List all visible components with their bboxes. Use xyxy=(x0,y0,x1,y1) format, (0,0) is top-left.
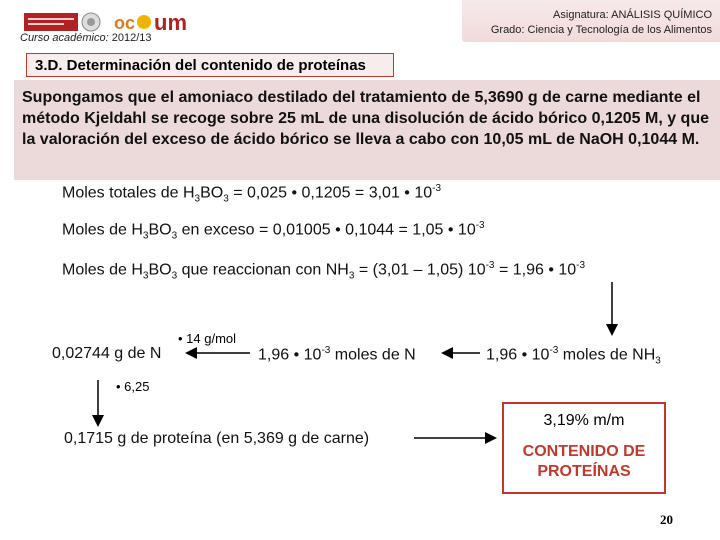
protein-percentage: 3,19% m/m xyxy=(543,412,625,429)
grams-protein: 0,1715 g de proteína (en 5,369 g de carne) xyxy=(64,430,370,447)
calc-excess-moles: Moles de $H_3BO_3$ en exceso = 0,01005 • 0,1044 = 1,05 • $10^{-3}$ xyxy=(62,220,485,242)
molar-mass-factor: • 14 g/mol xyxy=(178,331,237,346)
section-title: 3.D. Determinación del contenido de proteínas xyxy=(26,53,394,77)
degree-name: Grado: Ciencia y Tecnología de los Alimentos xyxy=(490,24,712,36)
subject-name: Asignatura: ANÁLISIS QUÍMICO xyxy=(553,9,712,21)
problem-statement: Supongamos que el amoniaco destilado del tratamiento de 5,3690 g de carne mediante el método Kjeldahl se recoge sobre 25 mL de una disolución de ácido bórico 0,1205 M, y que la valoración del exceso de ácido bórico se lleva a cabo con 10,05 mL de NaOH 0,1044 M. xyxy=(14,80,720,180)
page-number: 20 xyxy=(660,512,673,527)
moles-n: 1,96 • $10^{-3}$ moles de N xyxy=(258,345,416,364)
moles-nh3: 1,96 • $10^{-3}$ moles de $NH_3$ xyxy=(486,345,661,367)
grams-nitrogen: 0,02744 g de N xyxy=(52,345,162,362)
svg-text:oc: oc xyxy=(114,13,136,33)
course-year: Curso académico: 2012/13 xyxy=(20,32,152,44)
logo-text: um xyxy=(154,10,187,35)
calc-total-moles: Moles totales de $H_3BO_3 = 0,025$ • 0,1205 = 3,01 • $10^{-3}$ xyxy=(62,183,442,205)
calc-reacted-moles: Moles de $H_3BO_3$ que reaccionan con $NH_3 = (3,01 - 1,05) 10^{-3} = 1,96$ • $10^{-3}$ xyxy=(62,260,586,282)
protein-factor: • 6,25 xyxy=(116,379,150,394)
result-label: CONTENIDO DE PROTEÍNAS xyxy=(522,443,646,480)
